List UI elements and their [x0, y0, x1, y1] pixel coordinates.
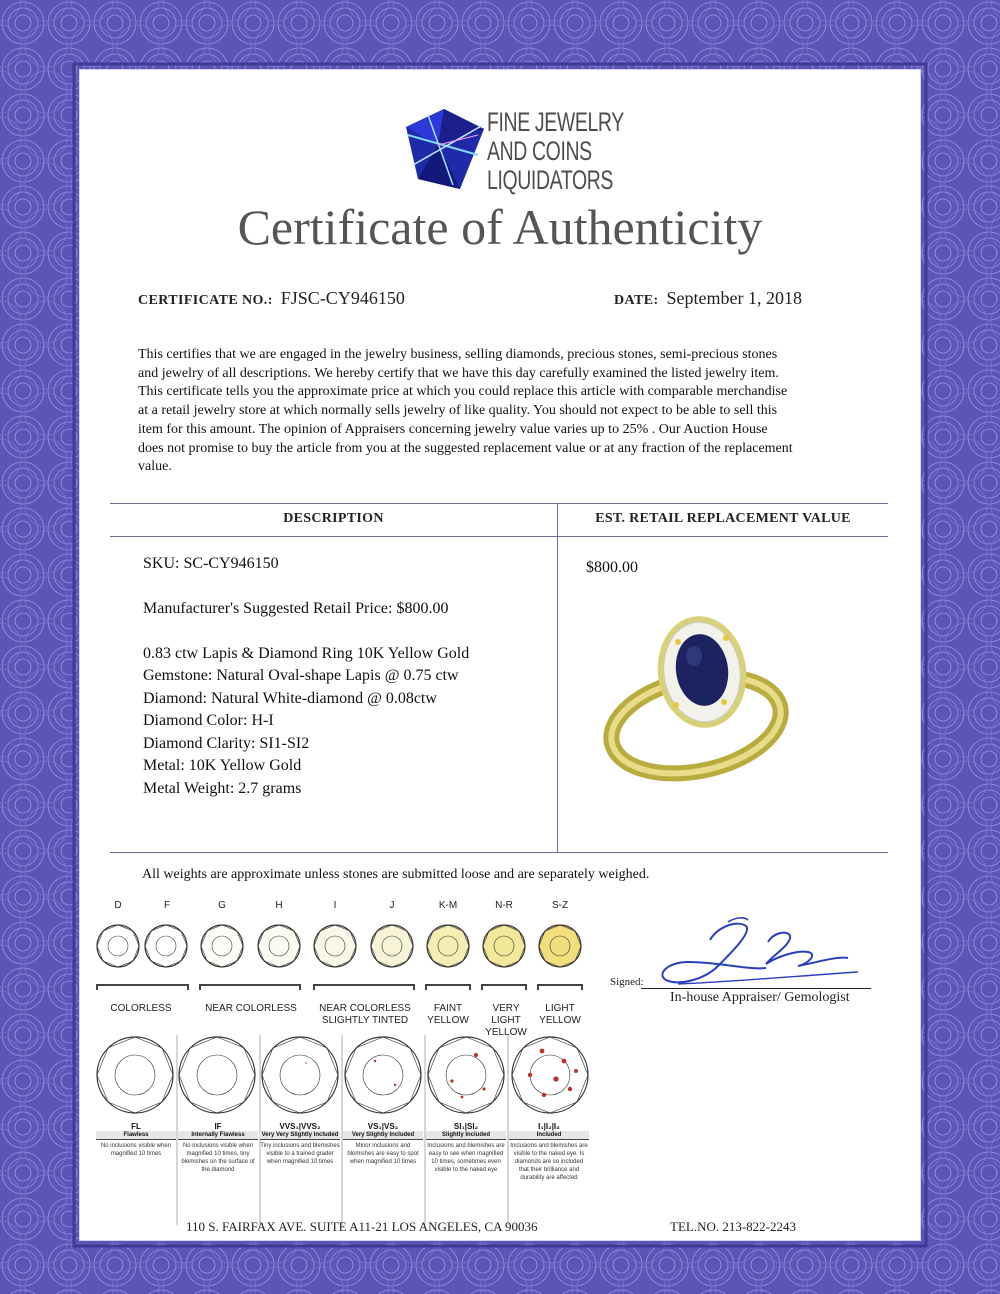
color-category-label: LIGHT YELLOW	[539, 1003, 581, 1026]
brand-line-2: AND COINS	[487, 136, 592, 166]
category-brackets	[97, 985, 582, 990]
signed-label: Signed:	[610, 976, 644, 988]
item-title: 0.83 ctw Lapis & Diamond Ring 10K Yellow Gold	[143, 645, 470, 662]
paragraph-line: and jewelry of all descriptions. We hereby certify that we have this day carefully examined the listed jewelry item.	[138, 365, 779, 381]
certificate-date	[614, 288, 802, 309]
paragraph-line: value.	[138, 459, 172, 475]
clarity-grade	[426, 1122, 506, 1174]
sku: SKU: SC-CY946150	[143, 555, 279, 572]
table-bottom-rule	[110, 852, 888, 853]
footer-address: 110 S. FAIRFAX AVE. SUITE A11-21 LOS ANGELES, CA 90036	[186, 1219, 538, 1234]
value-header: EST. RETAIL REPLACEMENT VALUE	[595, 511, 851, 526]
gemstone-spec: Gemstone: Natural Oval-shape Lapis @ 0.75 ctw	[143, 667, 459, 684]
metal-weight-spec: Metal Weight: 2.7 grams	[143, 780, 302, 797]
brand-line-3: LIQUIDATORS	[487, 165, 614, 195]
diamond-logo-icon	[398, 105, 490, 197]
clarity-grade-desc: Inclusions and blemishes are easy to see when magnified 10 times, sometimes even visible to the naked eye	[427, 1143, 505, 1173]
diamond-spec: Diamond: Natural White-diamond @ 0.08ctw	[143, 690, 437, 707]
clarity-grade-name: Slightly Included	[426, 1131, 506, 1140]
clarity-grade-desc: No inclusions visible when magnified 10 times	[100, 1143, 172, 1157]
clarity-grade-desc: Minor inclusions and blemishes are easy to spot when magnified 10 times	[347, 1143, 419, 1165]
certification-paragraph	[138, 346, 878, 477]
paragraph-line: does not promise to buy the article from you at the suggested replacement value or at any fraction of the replacement	[138, 440, 793, 456]
signature-line	[641, 988, 871, 989]
brand-name	[487, 108, 624, 195]
clarity-grade-name: Flawless	[96, 1131, 176, 1140]
color-grade-label: D	[114, 900, 122, 911]
color-grade-label: F	[163, 900, 171, 911]
table-column-divider	[557, 503, 558, 853]
weights-note: All weights are approximate unless stones are submitted loose and are separately weighed.	[142, 867, 650, 882]
table-header-rule	[110, 536, 888, 537]
color-category-label: COLORLESS	[110, 1003, 172, 1014]
clarity-grade-name: Very Slightly Included	[343, 1131, 423, 1140]
color-category-label: NEAR COLORLESS SLIGHTLY TINTED	[319, 1003, 411, 1026]
color-category-label: VERY LIGHT YELLOW	[485, 1003, 527, 1038]
color-category-label: NEAR COLORLESS	[205, 1003, 297, 1014]
clarity-grade-name: Internally Flawless	[178, 1131, 258, 1140]
clarity-grade-code: VS₁|VS₂	[367, 1122, 399, 1131]
replacement-value: $800.00	[586, 559, 638, 576]
clarity-grade-desc: Inclusions and blemishes are visible to the naked eye. Is diamonds are so included that their brilliance and durability are affected	[510, 1143, 588, 1181]
color-grade-label: K-M	[438, 900, 458, 911]
clarity-grade-name: Very Very Slightly Included	[261, 1132, 339, 1138]
date-value: September 1, 2018	[666, 288, 803, 308]
ring-image	[596, 610, 796, 790]
color-grade-label: N-R	[495, 900, 513, 911]
paragraph-line: This certifies that we are engaged in the jewelry business, selling diamonds, precious stones, semi-precious stones	[138, 347, 778, 362]
clarity-grade-code: VVS₁|VVS₂	[279, 1122, 321, 1131]
color-category-label: FAINT YELLOW	[427, 1003, 469, 1026]
clarity-grade-code: FL	[131, 1122, 141, 1131]
paragraph-line: at a retail jewelry store at which normally sells jewelry of like quality. You should not expect to be able to sell this	[138, 403, 778, 419]
certificate-number-label: CERTIFICATE NO.:	[138, 293, 273, 308]
clarity-grade-code: SI₁|SI₂	[453, 1122, 479, 1131]
msrp: Manufacturer's Suggested Retail Price: $800.00	[143, 600, 449, 617]
brand-line-1: FINE JEWELRY	[487, 107, 624, 137]
clarity-grade-code: IF	[214, 1122, 222, 1131]
appraiser-title: In-house Appraiser/ Gemologist	[670, 990, 850, 1005]
paragraph-line: item for this amount. The opinion of Appraisers concerning jewelry value varies up to 25% . Our Auction House	[138, 421, 768, 437]
certificate-number-value: FJSC-CY946150	[280, 288, 405, 308]
handwritten-signature	[648, 912, 863, 992]
clarity-grade-desc: No inclusions visible when magnified 10 times, tiny blemishes on the surface of the diamond	[181, 1143, 255, 1173]
description-header: DESCRIPTION	[283, 511, 384, 526]
date-label: DATE:	[614, 293, 659, 308]
paragraph-line: This certificate tells you the approximate price at which you could replace this article with comparable merchandise	[138, 384, 788, 400]
clarity-grade-name: Included	[509, 1131, 589, 1140]
diamond-color-spec: Diamond Color: H-I	[143, 712, 274, 729]
color-diamonds-row	[97, 925, 581, 967]
clarity-grade	[96, 1122, 176, 1158]
clarity-grade	[509, 1122, 589, 1182]
clarity-grade	[178, 1122, 258, 1174]
diamond-clarity-spec: Diamond Clarity: SI1-SI2	[143, 735, 310, 752]
metal-spec: Metal: 10K Yellow Gold	[143, 757, 302, 774]
color-grade-label: S-Z	[551, 900, 569, 911]
diamond-grading-chart	[92, 895, 602, 1235]
page-title: Certificate of Authenticity	[237, 199, 763, 255]
footer-phone: TEL.NO. 213-822-2243	[670, 1219, 797, 1234]
table-top-rule	[110, 503, 888, 504]
clarity-grade	[260, 1122, 340, 1166]
color-grade-label: J	[389, 900, 395, 911]
clarity-grade-desc: Tiny inclusions and blemishes visible to a trained grader when magnified 10 times	[260, 1143, 340, 1165]
color-grade-label: I	[333, 900, 337, 911]
clarity-diamonds-row	[97, 1037, 588, 1113]
color-grade-label: G	[218, 900, 226, 911]
clarity-grade-code: I₁|I₂|I₃	[538, 1122, 560, 1131]
clarity-grade	[343, 1122, 423, 1166]
color-grade-label: H	[275, 900, 283, 911]
certificate-number	[138, 288, 405, 309]
